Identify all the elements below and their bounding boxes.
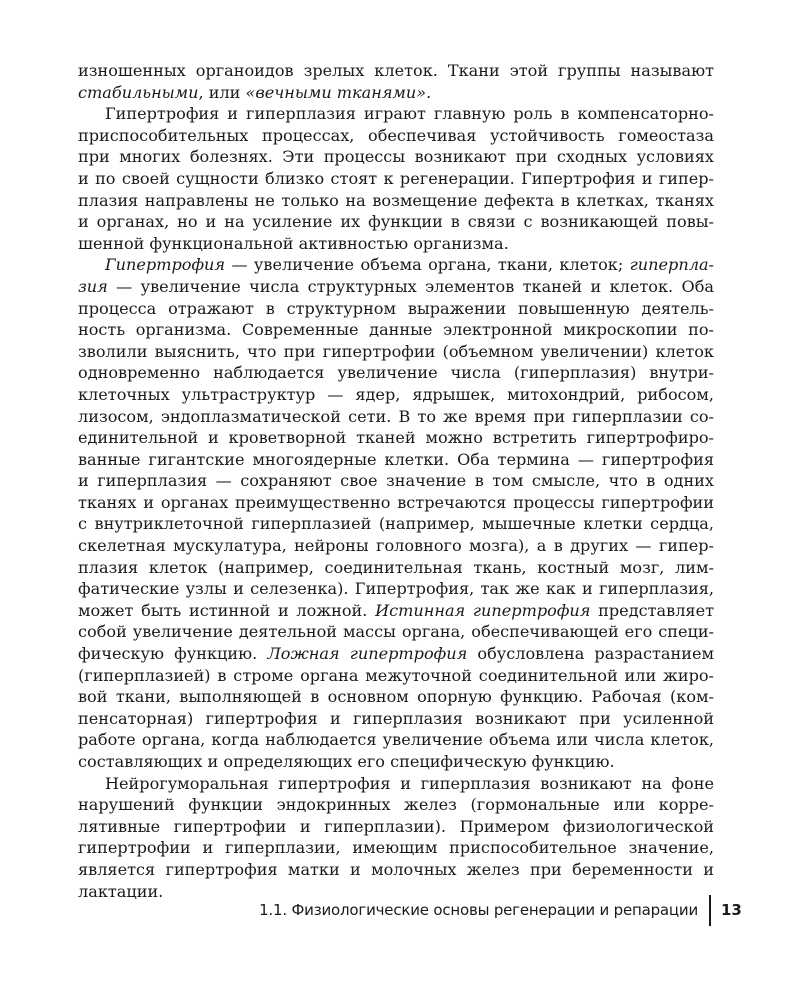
text-line [78, 82, 714, 104]
text-line [78, 859, 714, 881]
text-segment: при многих болезнях. Эти процессы возникают при сходных условиях [78, 147, 714, 167]
text-segment: Гипертрофия и гиперплазия играют главную роль в компенсаторно- [105, 104, 714, 124]
text-line [78, 665, 714, 687]
italic-term: Ложная гипертрофия [267, 644, 468, 664]
text-line [78, 621, 714, 643]
text-line [78, 816, 714, 838]
text-line [78, 254, 714, 276]
text-line [78, 125, 714, 147]
text-segment: фическую функцию. [78, 644, 268, 664]
text-line [78, 751, 714, 773]
text-line [78, 794, 714, 816]
text-segment: единительной и кроветворной тканей можно встретить гипертрофиро- [78, 428, 714, 448]
text-segment: и по своей сущности близко стоят к регенерации. Гипертрофия и гипер- [78, 168, 714, 188]
text-segment: — увеличение числа структурных элементов тканей и клеток. Оба [107, 276, 714, 296]
text-line [78, 406, 714, 428]
text-segment: работе органа, когда наблюдается увеличение объема или числа клеток, [78, 730, 714, 750]
text-line [78, 427, 714, 449]
page-footer [0, 895, 800, 927]
text-segment: клеточных ультраструктур — ядер, ядрышек, митохондрий, рибосом, [78, 384, 714, 404]
text-line [78, 773, 714, 795]
text-line [78, 362, 714, 384]
text-line [78, 513, 714, 535]
text-segment: изношенных органоидов зрелых клеток. Ткани этой группы называют [78, 61, 714, 80]
text-line [78, 103, 714, 125]
text-line [78, 384, 714, 406]
italic-term: стабильными [78, 82, 199, 102]
text-line [78, 492, 714, 514]
italic-term: «вечными тканями» [245, 82, 427, 102]
text-segment: составляющих и определяющих его специфическую функцию. [78, 752, 615, 771]
text-line [78, 578, 714, 600]
text-line [78, 190, 714, 212]
text-segment: собой увеличение деятельной массы органа, обеспечивающей его специ- [78, 622, 714, 642]
text-segment: лизосом, эндоплазматической сети. В то же время при гиперплазии со- [78, 406, 714, 426]
text-line [78, 319, 714, 341]
text-segment: скелетная мускулатура, нейроны головного мозга), а в других — гипер- [78, 536, 714, 556]
text-segment: плазия направлены не только на возмещение дефекта в клетках, тканях [78, 190, 714, 210]
text-segment: (гиперплазией) в строме органа межуточной соединительной или жиро- [78, 665, 714, 685]
text-segment: Нейрогуморальная гипертрофия и гиперплазия возникают на фоне [105, 773, 714, 793]
text-line [78, 168, 714, 190]
text-segment: ность организма. Современные данные электронной микроскопии по- [78, 320, 714, 340]
text-segment: пенсаторная) гипертрофия и гиперплазия возникают при усиленной [78, 708, 714, 728]
text-line [78, 837, 714, 859]
text-segment: тканях и органах преимущественно встречаются процессы гипертрофии [78, 492, 714, 512]
text-segment: обусловлена разрастанием [467, 644, 714, 664]
text-segment: гипертрофии и гиперплазии, имеющим приспособительное значение, [78, 838, 714, 858]
text-segment: . [426, 82, 432, 102]
text-line [78, 146, 714, 168]
text-line [78, 535, 714, 557]
italic-term: гиперпла- [629, 255, 714, 275]
text-segment: приспособительных процессах, обеспечивая устойчивость гомеостаза [78, 125, 714, 145]
text-segment: лактации. [78, 881, 164, 901]
italic-term: Гипертрофия [105, 255, 226, 275]
text-segment: вой ткани, выполняющей в основном опорную функцию. Рабочая (ком- [78, 687, 714, 707]
text-segment: может быть истинной и ложной. [78, 600, 376, 620]
text-line [78, 708, 714, 730]
text-line [78, 233, 714, 255]
text-segment: , или [198, 82, 246, 102]
text-segment: и гиперплазия — сохраняют свое значение в том смысле, что в одних [78, 471, 714, 491]
text-segment: одновременно наблюдается увеличение числа (гиперплазия) внутри- [78, 363, 714, 383]
text-segment: — увеличение объема органа, ткани, клеток; [225, 255, 630, 275]
text-segment: и органах, но и на усиление их функции в связи с возникающей повы- [78, 212, 714, 232]
text-line [78, 211, 714, 233]
text-segment: ванные гигантские многоядерные клетки. Оба термина — гипертрофия [78, 449, 714, 469]
text-segment: представляет [590, 600, 714, 620]
text-line [78, 729, 714, 751]
text-segment: фатические узлы и селезенка). Гипертрофия, так же как и гиперплазия, [78, 579, 714, 599]
text-segment: плазия клеток (например, соединительная ткань, костный мозг, лим- [78, 557, 714, 577]
text-line [78, 449, 714, 471]
text-line [78, 276, 714, 298]
text-line [78, 643, 714, 665]
text-segment: нарушений функции эндокринных желез (гормональные или корре- [78, 795, 714, 815]
footer-divider [709, 895, 711, 926]
running-title: 1.1. Физиологические основы регенерации и репарации [259, 901, 698, 919]
text-line [78, 60, 714, 82]
text-line [78, 341, 714, 363]
body-text [78, 60, 714, 902]
text-segment: процесса отражают в структурном выражении повышенную деятель- [78, 298, 714, 318]
text-line [78, 470, 714, 492]
text-segment: с внутриклеточной гиперплазией (например, мышечные клетки сердца, [78, 514, 714, 534]
page-number: 13 [721, 901, 742, 919]
text-line [78, 557, 714, 579]
text-line [78, 600, 714, 622]
italic-term: Истинная гипертрофия [375, 600, 591, 620]
text-segment: зволили выяснить, что при гипертрофии (объемном увеличении) клеток [78, 341, 714, 361]
text-line [78, 298, 714, 320]
text-segment: шенной функциональной активностью организма. [78, 233, 509, 253]
italic-term: зия [78, 276, 108, 296]
text-segment: лятивные гипертрофии и гиперплазии). Примером физиологической [78, 816, 714, 836]
text-line [78, 686, 714, 708]
text-segment: является гипертрофия матки и молочных желез при беременности и [78, 859, 714, 879]
